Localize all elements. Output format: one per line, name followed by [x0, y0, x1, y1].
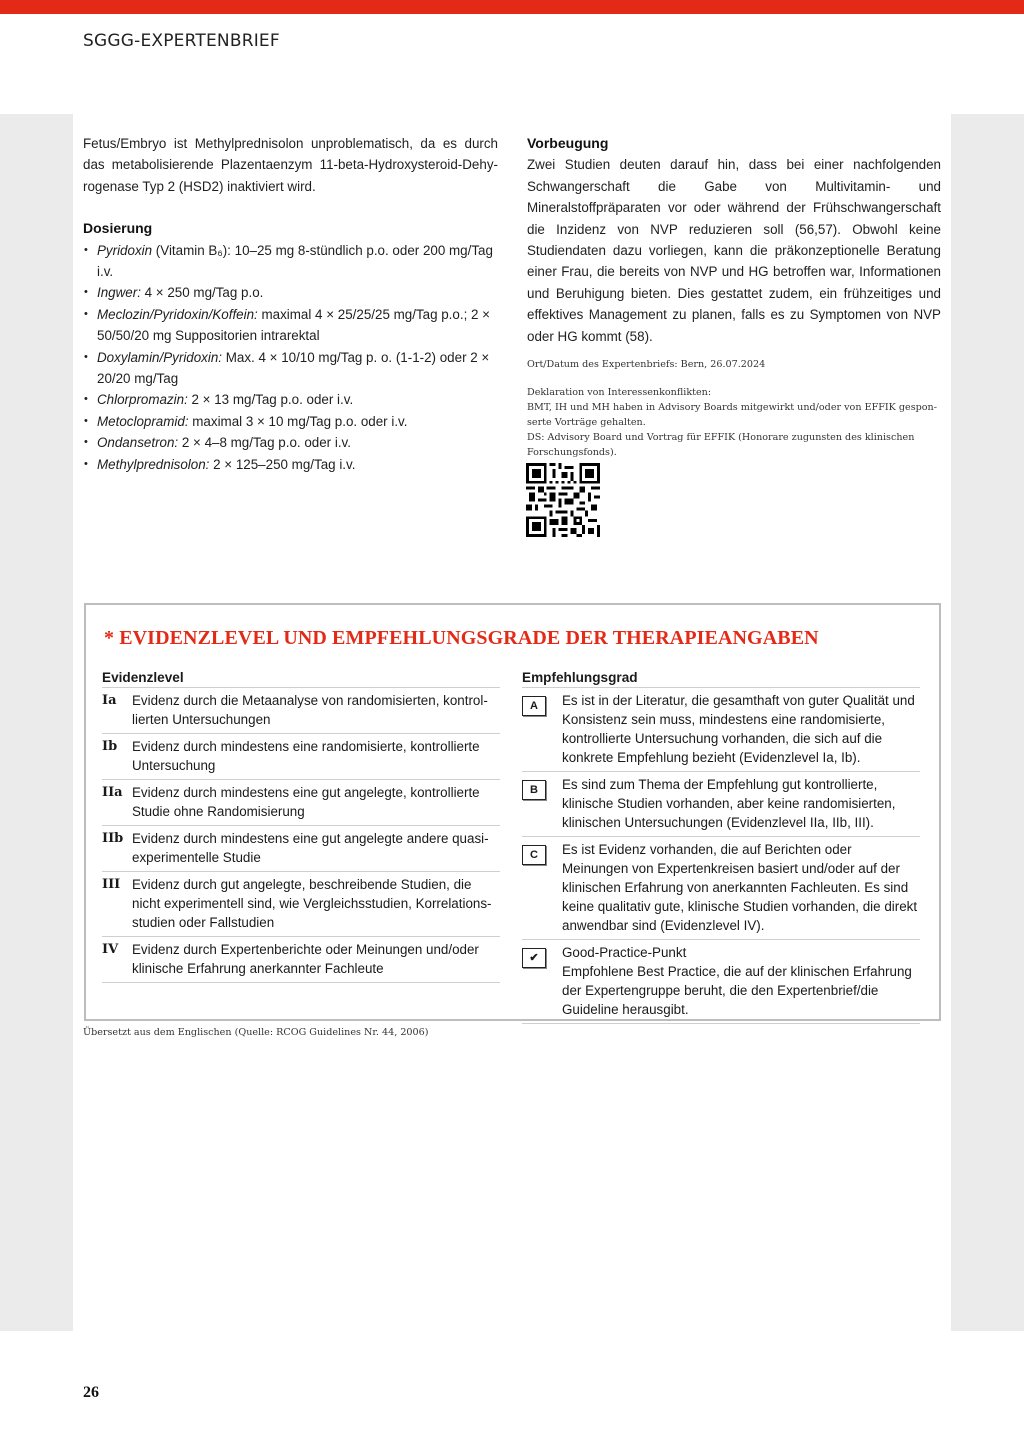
grade-text: Es ist in der Literatur, die gesamthaft von guter Qualität und Konsistenz sein muss, mindestens eine randomisierte, kontrollierte Untersuchung vorhanden, die sich auf die konkrete Empfehlung bezieht (Evidenzlevel Ia, Ib).: [562, 693, 915, 765]
evidence-level-code: IV: [102, 942, 119, 957]
grade-a-badge-icon: A: [522, 696, 546, 716]
grade-row: [522, 688, 920, 772]
grade-row: [522, 837, 920, 940]
grade-row: [522, 940, 920, 1024]
evidence-level-row: [102, 826, 500, 872]
evidence-levels-box: [84, 603, 941, 1021]
prevention-paragraph: Zwei Studien deuten darauf hin, dass bei einer nachfolgenden Schwangerschaft die Gabe von Multivitamin- und Mineralstoffpräparaten vor oder während der Frühschwangerschaft die Inzidenz von NVP reduzieren soll (56,57). Obwohl keine Studiendaten dazu vorliegen, kann die präkonzeptionelle Beratung einer Frau, die bereits von NVP und HG betroffen war, Informationen und Beruhigung bieten. Dies gestattet zudem, ein frühzeitiges und effektives Management zu planen, falls es zu Symptomen von NVP oder HG kommt (58).: [527, 157, 941, 344]
right-margin-panel: [951, 114, 1024, 1331]
dosing-item: • Ingwer: 4 × 250 mg/Tag p.o.: [83, 282, 498, 303]
top-accent-bar: [0, 0, 1024, 14]
dosing-item: • Methylprednisolon: 2 × 125–250 mg/Tag i.v.: [83, 454, 498, 475]
source-note: Übersetzt aus dem Englischen (Quelle: RCOG Guidelines Nr. 44, 2006): [83, 1027, 429, 1038]
dosing-item: • Chlorpromazin: 2 × 13 mg/Tag p.o. oder i.v.: [83, 389, 498, 410]
evidence-level-row: [102, 734, 500, 780]
evidence-level-text: Evidenz durch gut angelegte, beschreibende Studien, die nicht experimentell sind, wie Vergleichsstudien, Korrelationsstudien oder Fallstudien: [132, 877, 492, 930]
left-column: [83, 133, 498, 475]
dosing-heading: Dosierung: [83, 220, 153, 237]
left-margin-panel: [0, 114, 73, 1331]
dosing-list: [83, 240, 498, 475]
conflicts-line: BMT, IH und MH haben in Advisory Boards mitgewirkt und/oder von EFFIK gesponserte Vorträge gehalten.: [527, 402, 937, 429]
evidence-level-row: [102, 780, 500, 826]
evidence-level-code: IIb: [102, 831, 124, 846]
grade-text: Es sind zum Thema der Empfehlung gut kontrollierte, klinische Studien vorhanden, aber keine randomisierten, klinischen Untersuchungen (Evidenzlevel IIa, IIb, III).: [562, 777, 896, 830]
evidence-level-code: Ib: [102, 739, 118, 754]
dosing-item: • Meclozin/Pyridoxin/Koffein: maximal 4 × 25/25/25 mg/Tag p.o.; 2 × 50/50/20 mg Suppositorien intrarektal: [83, 304, 498, 347]
recommendation-grades-table: [522, 669, 920, 1024]
evidence-level-text: Evidenz durch die Metaanalyse von randomisierten, kontrollierten Untersuchungen: [132, 693, 488, 727]
grade-row: [522, 772, 920, 837]
evidence-level-code: III: [102, 877, 121, 892]
good-practice-title: Good-Practice-Punkt: [562, 945, 687, 960]
conflicts-declaration: [527, 385, 941, 460]
dosing-item: • Doxylamin/Pyridoxin: Max. 4 × 10/10 mg/Tag p. o. (1-1-2) oder 2 × 20/20 mg/Tag: [83, 347, 498, 390]
running-header: SGGG-EXPERTENBRIEF: [83, 31, 280, 51]
evidence-level-code: Ia: [102, 693, 117, 708]
evidence-level-row: [102, 688, 500, 734]
evidence-level-row: [102, 872, 500, 937]
evidence-levels-table: [102, 669, 500, 983]
grade-text: Es ist Evidenz vorhanden, die auf Berichten oder Meinungen von Expertenkreisen basiert und/oder auf der klinischen Erfahrung von anerkannten Fachleuten. Es sind keine qualitativ gute, klinische Studien vorhanden, die direkt anwendbar sind (Evidenzlevel IV).: [562, 842, 918, 933]
good-practice-text: Empfohlene Best Practice, die auf der klinischen Erfahrung der Expertengruppe beruht, die den Expertenbrief/die Guideline herausgibt.: [562, 964, 912, 1017]
evidence-level-code: IIa: [102, 785, 123, 800]
grade-b-badge-icon: B: [522, 780, 546, 800]
right-column: [527, 133, 941, 460]
page-number: 26: [83, 1384, 99, 1401]
conflicts-line: DS: Advisory Board und Vortrag für EFFIK (Honorare zugunsten des klinischen Forschungsfonds).: [527, 432, 915, 459]
grade-c-badge-icon: C: [522, 845, 546, 865]
prevention-heading: Vorbeugung: [527, 135, 609, 151]
place-date: Ort/Datum des Expertenbriefs: Bern, 26.07.2024: [527, 359, 766, 371]
evidence-levels-heading: Evidenzlevel: [102, 669, 500, 688]
dosing-item: • Pyridoxin (Vitamin B₆): 10–25 mg 8-stündlich p.o. oder 200 mg/Tag i.v.: [83, 240, 498, 283]
evidence-level-text: Evidenz durch mindestens eine gut angelegte andere quasi-experimentelle Studie: [132, 831, 489, 865]
dosing-item: • Metoclopramid: maximal 3 × 10 mg/Tag p.o. oder i.v.: [83, 411, 498, 432]
evidence-level-text: Evidenz durch Expertenberichte oder Meinungen und/oder klinische Erfahrung anerkannter Fachleute: [132, 942, 479, 976]
qr-code-icon[interactable]: [526, 463, 600, 537]
checkmark-badge-icon: ✔: [522, 948, 546, 968]
recommendation-grades-heading: Empfehlungsgrad: [522, 669, 920, 688]
evidence-level-text: Evidenz durch mindestens eine gut angelegte, kontrollierte Studie ohne Randomisierung: [132, 785, 480, 819]
intro-paragraph: Fetus/Embryo ist Methylprednisolon unproblematisch, da es durch das metabolisierende Plazentaenzym 11-beta-Hydroxysteroid-Dehyrogenase Typ 2 (HSD2) inaktiviert wird.: [83, 136, 498, 194]
evidence-box-title: * EVIDENZLEVEL UND EMPFEHLUNGSGRADE DER THERAPIEANGABEN: [104, 627, 819, 649]
evidence-level-row: [102, 937, 500, 983]
evidence-level-text: Evidenz durch mindestens eine randomisierte, kontrollierte Untersuchung: [132, 739, 480, 773]
conflicts-heading: Deklaration von Interessenkonflikten:: [527, 387, 712, 399]
dosing-item: • Ondansetron: 2 × 4–8 mg/Tag p.o. oder i.v.: [83, 432, 498, 453]
grade-text: [562, 943, 920, 1019]
